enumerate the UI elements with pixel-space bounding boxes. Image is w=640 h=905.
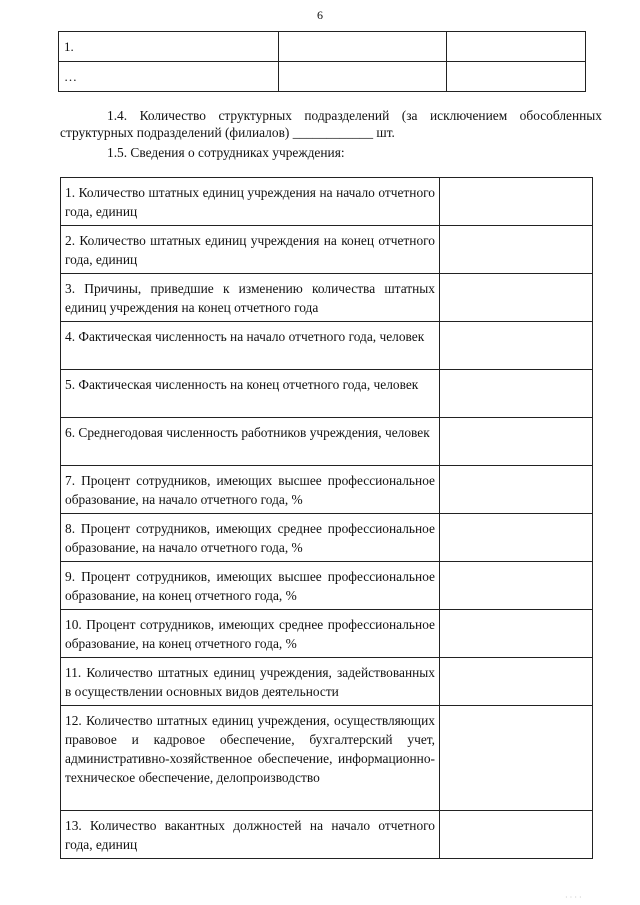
- table-row: [61, 370, 593, 418]
- table-cell: [447, 32, 586, 62]
- table-row: [61, 226, 593, 274]
- row-label: 6. Среднегодовая численность работников учреждения, человек: [61, 418, 440, 466]
- row-label: 3. Причины, приведшие к изменению количества штатных единиц учреждения на конец отчетного года: [61, 274, 440, 322]
- table-row: [61, 514, 593, 562]
- table-row: [61, 466, 593, 514]
- value-cell[interactable]: [440, 178, 593, 226]
- table-row: [61, 274, 593, 322]
- table-cell-label: 1.: [59, 32, 279, 62]
- value-cell[interactable]: [440, 418, 593, 466]
- row-label: 12. Количество штатных единиц учреждения, осуществляющих правовое и кадровое обеспечение, бухгалтерский учет, административно-хозяйственное обеспечение, информационно-техническое обеспечение, делопроизводство: [61, 706, 440, 811]
- scan-artifact-dots: ····: [565, 893, 584, 902]
- table-row: [61, 178, 593, 226]
- table-row: [61, 322, 593, 370]
- table-row: [61, 706, 593, 811]
- value-cell[interactable]: [440, 274, 593, 322]
- table-row: [61, 811, 593, 859]
- row-label: 10. Процент сотрудников, имеющих среднее профессиональное образование, на конец отчетного года, %: [61, 610, 440, 658]
- row-label: 1. Количество штатных единиц учреждения на начало отчетного года, единиц: [61, 178, 440, 226]
- value-cell[interactable]: [440, 514, 593, 562]
- value-cell[interactable]: [440, 610, 593, 658]
- table-row: [59, 62, 586, 92]
- row-label: 7. Процент сотрудников, имеющих высшее профессиональное образование, на начало отчетного года, %: [61, 466, 440, 514]
- staff-table: [60, 177, 593, 859]
- table-row: [61, 418, 593, 466]
- table-row: [59, 32, 586, 62]
- value-cell[interactable]: [440, 466, 593, 514]
- top-table: [58, 31, 586, 92]
- table-cell: [279, 62, 447, 92]
- value-cell[interactable]: [440, 370, 593, 418]
- row-label: 11. Количество штатных единиц учреждения, задействованных в осуществлении основных видов деятельности: [61, 658, 440, 706]
- value-cell[interactable]: [440, 226, 593, 274]
- paragraph-1-4: 1.4. Количество структурных подразделений (за исключением обособленных структурных подразделений (филиалов) ____________ шт.: [60, 108, 602, 140]
- page-number: 6: [317, 8, 323, 22]
- row-label: 5. Фактическая численность на конец отчетного года, человек: [61, 370, 440, 418]
- row-label: 4. Фактическая численность на начало отчетного года, человек: [61, 322, 440, 370]
- value-cell[interactable]: [440, 706, 593, 811]
- table-row: [61, 658, 593, 706]
- value-cell[interactable]: [440, 322, 593, 370]
- value-cell[interactable]: [440, 658, 593, 706]
- paragraph-1-5: 1.5. Сведения о сотрудниках учреждения:: [107, 145, 345, 160]
- table-cell: [447, 62, 586, 92]
- table-cell-label: …: [59, 62, 279, 92]
- row-label: 2. Количество штатных единиц учреждения на конец отчетного года, единиц: [61, 226, 440, 274]
- value-cell[interactable]: [440, 811, 593, 859]
- row-label: 13. Количество вакантных должностей на начало отчетного года, единиц: [61, 811, 440, 859]
- row-label: 8. Процент сотрудников, имеющих среднее профессиональное образование, на начало отчетного года, %: [61, 514, 440, 562]
- value-cell[interactable]: [440, 562, 593, 610]
- table-row: [61, 610, 593, 658]
- row-label: 9. Процент сотрудников, имеющих высшее профессиональное образование, на конец отчетного года, %: [61, 562, 440, 610]
- table-row: [61, 562, 593, 610]
- table-cell: [279, 32, 447, 62]
